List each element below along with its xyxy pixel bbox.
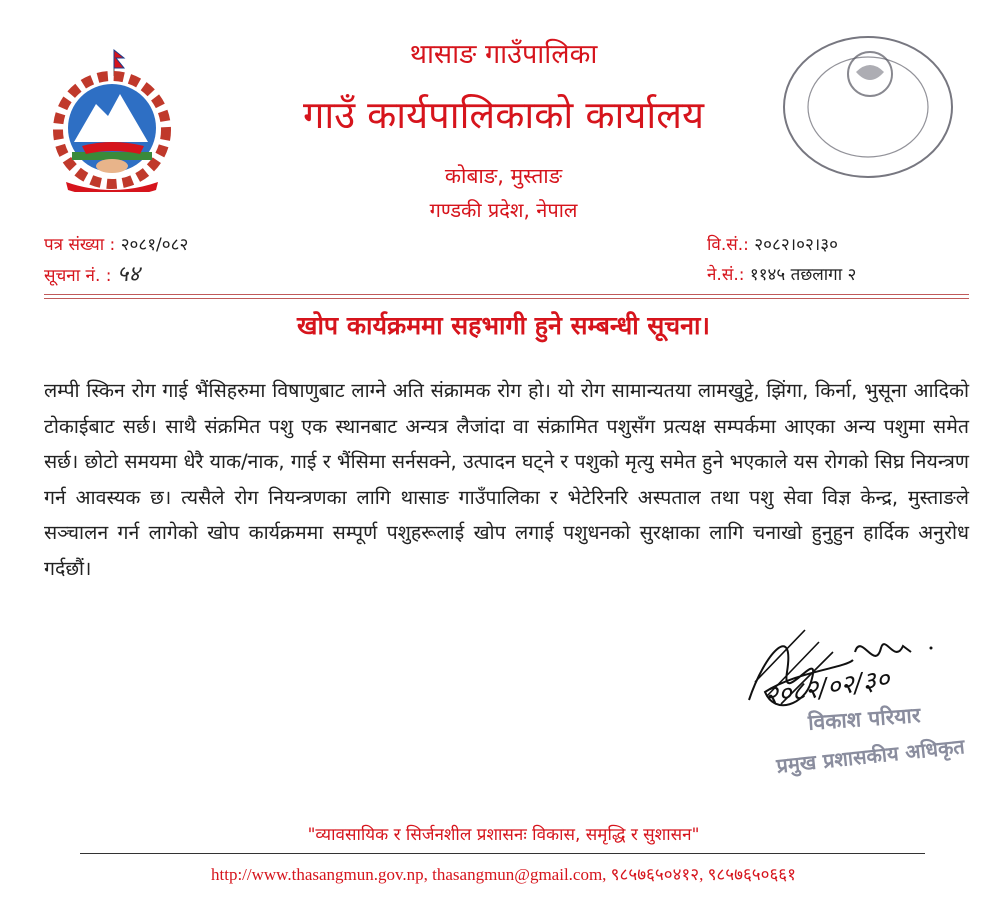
letter-number-value: २०८१/०८२ <box>120 235 189 255</box>
notice-number-row <box>44 260 364 291</box>
notice-body: लम्पी स्किन रोग गाई भैंसिहरुमा विषाणुबाट लाग्ने अति संक्रामक रोग हो। यो रोग सामान्यतया लामखुट्टे, झिंगा, किर्ना, भुसूना आदिको टोकाईबाट सर्छ। साथै संक्रमित पशु एक स्थानबाट अन्यत्र लैजांदा वा संक्रामित पशुसँग प्रत्यक्ष सम्पर्कमा आएका अन्य पशुमा समेत सर्छ। छोटो समयमा धेरै याक/नाक, गाई र भैंसिमा सर्नसक्ने, उत्पादन घट्ने र पशुको मृत्यु समेत हुने भएकाले यस रोगको सिघ्र नियन्त्रण गर्न आवस्यक छ। त्यसैले रोग नियन्त्रणका लागि थासाङ गाउँपालिका र भेटेरिनरि अस्पताल तथा पशु सेवा विज्ञ केन्द्र, मुस्ताङले सञ्चालन गर्न लागेको खोप कार्यक्रममा सम्पूर्ण पशुहरूलाई खोप लगाई पशुधनको सुरक्षाका लागि चनाखो हुनुहुन हार्दिक अनुरोध गर्दछौं। <box>44 379 969 580</box>
vs-date-label: वि.सं.: <box>707 235 749 255</box>
vs-date-row <box>707 230 947 260</box>
signatory-name: विकाश परियार <box>807 703 922 735</box>
letter-number-row <box>44 230 364 260</box>
footer-contact: http://www.thasangmun.gov.np, thasangmun@gmail.com, ९८५७६५०४१२, ९८५७६५०६६१ <box>211 865 796 884</box>
header-divider-2 <box>44 298 969 299</box>
office-location: कोबाङ, मुस्ताङ <box>444 164 563 188</box>
letter-number-label: पत्र संख्या : <box>44 235 116 255</box>
header-divider <box>44 294 969 295</box>
ns-date-label: ने.सं.: <box>707 265 745 285</box>
reference-right <box>707 230 947 290</box>
ns-date-row <box>707 260 947 290</box>
office-name: गाउँ कार्यपालिकाको कार्यालय <box>302 93 705 137</box>
office-seal-icon <box>778 32 958 182</box>
footer-slogan: "व्यावसायिक र सिर्जनशील प्रशासनः विकास, समृद्धि र सुशासन" <box>307 825 700 845</box>
province-country: गण्डकी प्रदेश, नेपाल <box>429 198 578 222</box>
reference-left <box>44 230 364 291</box>
municipality-name: थासाङ गाउँपालिका <box>409 39 598 70</box>
signatory-designation: प्रमुख प्रशासकीय अधिकृत <box>775 734 966 778</box>
notice-title: खोप कार्यक्रममा सहभागी हुने सम्बन्धी सूचना। <box>297 311 710 340</box>
signature-date: २०८२/०२/३० <box>762 664 892 712</box>
ns-date-value: ११४५ तछलागा २ <box>749 265 857 285</box>
vs-date-value: २०८२।०२।३० <box>754 235 838 255</box>
footer-divider <box>80 853 925 854</box>
notice-number-label: सूचना नं. : <box>44 266 112 286</box>
notice-number-value: ५४ <box>116 262 140 287</box>
